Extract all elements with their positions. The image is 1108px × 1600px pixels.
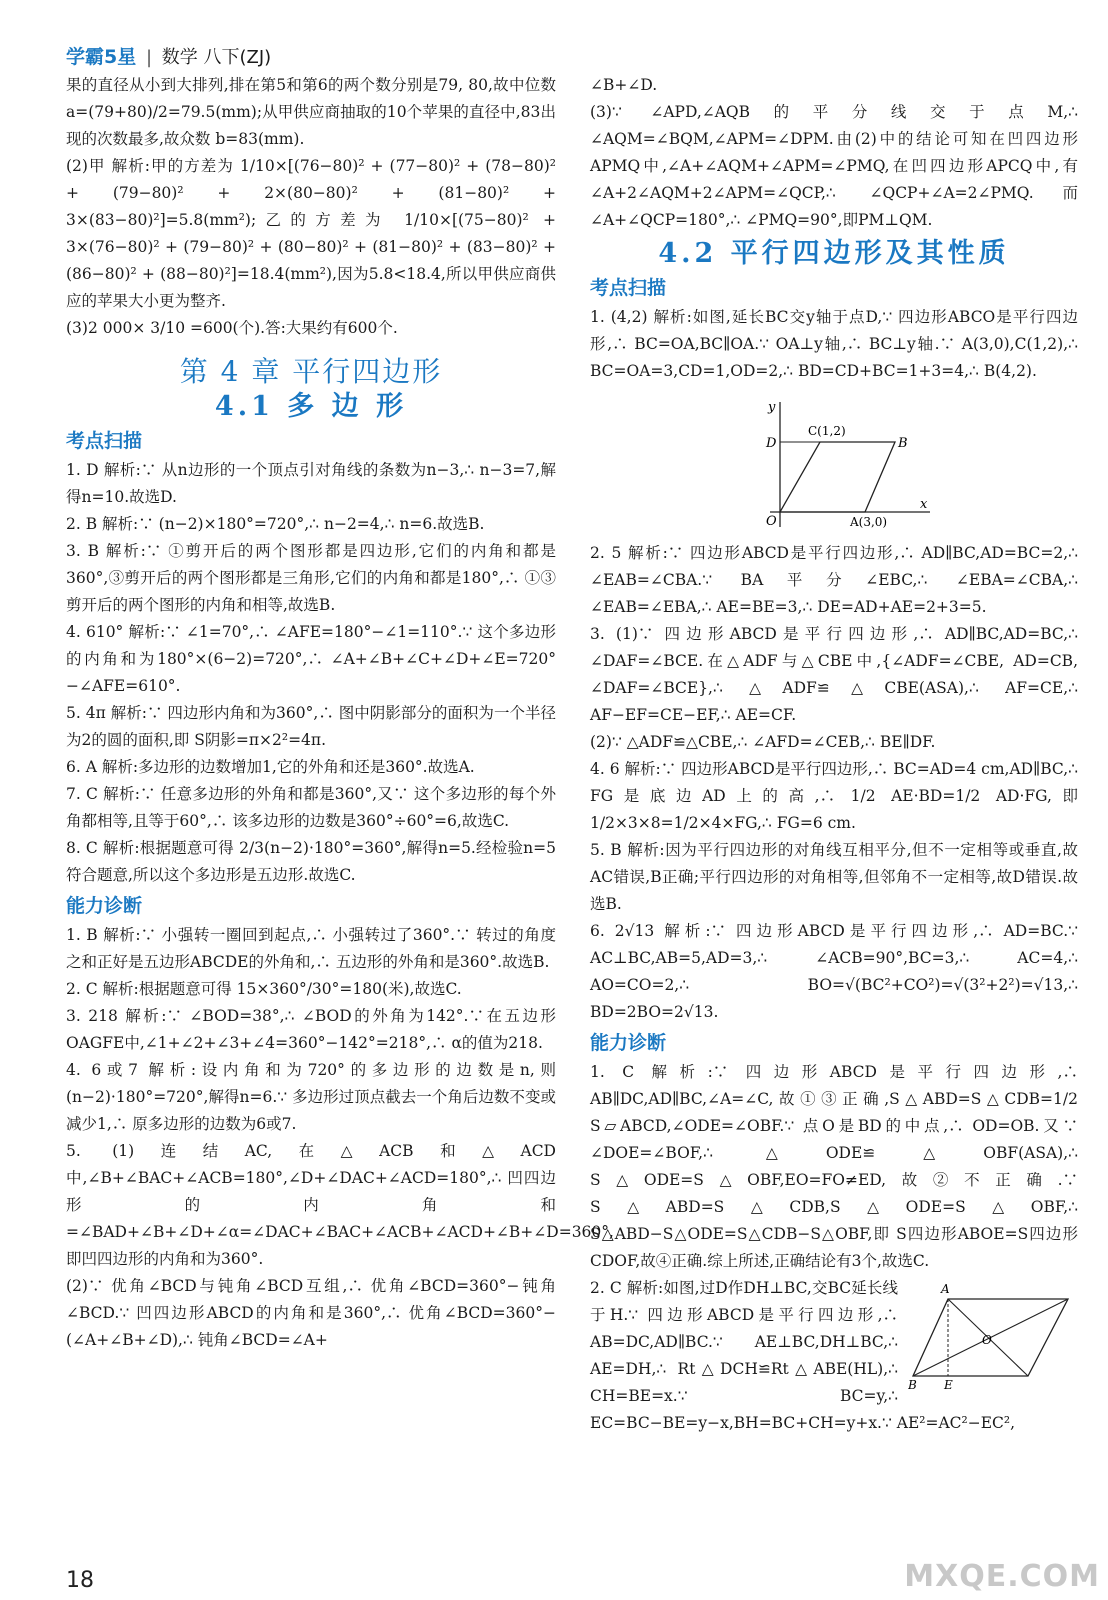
answer-paragraph: (2)甲 解析:甲的方差为 1/10×[(76−80)² + (77−80)² + (78−80)² + (79−80)² + 2×(80−80)² + (81−80)² + 3×(83−80)²]=5.8(mm²);乙的方差为 1/10×[(75−80)² + 3×(76−80)² + (79−80)² + (80−80)² + (81−80)² + (83−80)² + (86−80)² + (88−80)²]=18.4(mm²),因为5.8<18.4,所以甲供应商供应的苹果大小更为整齐.	[66, 157, 556, 310]
watermark: MXQE.COM	[904, 1559, 1100, 1594]
answer-item: 4. 6 解析:∵ 四边形ABCD是平行四边形,∴ BC=AD=4 cm,AD∥BC,∴ FG是底边AD上的高,∴ 1/2 AE·BD=1/2 AD·FG,即 1/2×3×8=1/2×4×FG,∴ FG=6 cm.	[590, 760, 1078, 832]
answer-item: 1. (4,2) 解析:如图,延长BC交y轴于点D,∵ 四边形ABCO是平行四边形,∴ BC=OA,BC∥OA.∵ OA⊥y轴,∴ BC⊥y轴.∵ A(3,0),C(1,2),∴ BC=OA=3,CD=1,OD=2,∴ BD=CD+BC=1+3=4,∴ B(4,2).	[590, 308, 1078, 380]
label-a: A(3,0)	[850, 515, 888, 529]
brand-logo: 学霸5星	[66, 46, 137, 68]
label-o2: O	[982, 1333, 992, 1347]
header-subject: 数学	[161, 47, 198, 68]
left-column	[66, 72, 614, 1354]
label-y: y	[768, 400, 776, 415]
label-e2: E	[944, 1378, 953, 1392]
label-c: C(1,2)	[808, 424, 846, 438]
figure-svg-2	[908, 1281, 1078, 1393]
label-x: x	[920, 497, 928, 512]
label-a2: A	[941, 1282, 950, 1296]
answer-item: (2)∵ △ADF≌△CBE,∴ ∠AFD=∠CEB,∴ BE∥DF.	[590, 733, 936, 751]
parallelogram-shape	[780, 442, 895, 512]
answer-paragraph: 果的直径从小到大排列,排在第5和第6的两个数分别是79, 80,故中位数 a=(79+80)/2=79.5(mm);从甲供应商抽取的10个苹果的直径中,83出现的次数最多,故众数 b=83(mm).	[66, 76, 556, 148]
answer-item: 3. 218 解析:∵ ∠BOD=38°,∴ ∠BOD的外角为142°.∵在五边形OAGFE中,∠1+∠2+∠3+∠4=360°−142°=218°,∴ α的值为218.	[66, 1007, 556, 1052]
answer-item: 7. C 解析:∵ 任意多边形的外角和都是360°,又∵ 这个多边形的每个外角都相等,且等于60°,∴ 该多边形的边数是360°÷60°=6,故选C.	[66, 785, 556, 830]
header-grade: 八下(ZJ)	[203, 47, 272, 68]
label-b: B	[898, 436, 908, 451]
header-separator: |	[145, 47, 153, 68]
answer-item: 2. C 解析:如图,过D作DH⊥BC,交BC延长线于H.∵ 四边形ABCD是平行四边形,∴ AB=DC,AD∥BC.∵ AE⊥BC,DH⊥BC,∴ AE=DH,∴ Rt△DCH≌Rt△ABE(HL),∴ CH=BE=x.∵ BC=y,∴ EC=BC−BE=y−x,BH=BC+CH=y+x.∵ AE²=AC²−EC²,	[590, 1279, 1016, 1432]
label-d: D	[766, 436, 777, 451]
answer-item: 5. B 解析:因为平行四边形的对角线互相平分,但不一定相等或垂直,故AC错误,B正确;平行四边形的对角相等,但邻角不一定相等,故D错误.故选B.	[590, 841, 1078, 913]
page-header	[66, 42, 271, 72]
label-o: O	[766, 514, 777, 529]
figure-svg	[740, 397, 940, 532]
answer-item: 2. B 解析:∵ (n−2)×180°=720°,∴ n−2=4,∴ n=6.故选B.	[66, 515, 485, 533]
answer-item: 5. (1)连结AC,在△ACB和△ACD中,∠B+∠BAC+∠ACB=180°,∠D+∠DAC+∠ACD=180°,∴ 凹四边形的内角和=∠BAD+∠B+∠D+∠α=∠DAC+∠BAC+∠ACB+∠ACD+∠B+∠D=360°,即凹四边形的内角和为360°.	[66, 1142, 614, 1268]
answer-item: 6. 2√13 解析:∵ 四边形ABCD是平行四边形,∴ AD=BC.∵ AC⊥BC,AB=5,AD=3,∴ ∠ACB=90°,BC=3,∴ AC=4,∴ AO=CO=2,∴ BO=√(BC²+CO²)=√(3²+2²)=√13,∴ BD=2BO=2√13.	[590, 922, 1078, 1021]
subheading-nengli: 能力诊断	[590, 1032, 667, 1054]
answer-item: 5. 4π 解析:∵ 四边形内角和为360°,∴ 图中阴影部分的面积为一个半径为2的圆的面积,即 S阴影=π×2²=4π.	[66, 704, 556, 749]
answer-item: 6. A 解析:多边形的边数增加1,它的外角和还是360°.故选A.	[66, 758, 475, 776]
subheading-nengli: 能力诊断	[66, 895, 143, 917]
answer-item: 1. B 解析:∵ 小强转一圈回到起点,∴ 小强转过了360°.∵ 转过的角度之和正好是五边形ABCDE的外角和,∴ 五边形的外角和是360°.故选B.	[66, 926, 556, 971]
answer-item: (2)∵ 优角∠BCD与钝角∠BCD互组,∴ 优角∠BCD=360°−钝角∠BCD.∵ 凹四边形ABCD的内角和是360°,∴ 优角∠BCD=360°−(∠A+∠B+∠D),∴ 钝角∠BCD=∠A+	[66, 1277, 556, 1349]
answer-paragraph: (3)∵ ∠APD,∠AQB的平分线交于点M,∴ ∠AQM=∠BQM,∠APM=∠DPM.由(2)中的结论可知在凹四边形APMQ中,∠A+∠AQM+∠APM=∠PMQ,在凹四边形APCQ中,有∠A+2∠AQM+2∠APM=∠QCP,∴ ∠QCP+∠A=2∠PMQ.而∠A+∠QCP=180°,∴ ∠PMQ=90°,即PM⊥QM.	[590, 103, 1078, 229]
page-number: 18	[66, 1568, 94, 1593]
section-title-4-1: 4.1 多 边 形	[214, 391, 408, 422]
answer-item: 4. 610° 解析:∵ ∠1=70°,∴ ∠AFE=180°−∠1=110°.∵ 这个多边形的内角和为180°×(6−2)=720°,∴ ∠A+∠B+∠C+∠D+∠E=720°−∠AFE=610°.	[66, 623, 556, 695]
subheading-kaodian: 考点扫描	[590, 277, 667, 299]
answer-item: 2. C 解析:根据题意可得 15×360°/30°=180(米),故选C.	[66, 980, 462, 998]
answer-item: 3. B 解析:∵ ①剪开后的两个图形都是四边形,它们的内角和都是360°,③剪开后的两个图形都是三角形,它们的内角和都是180°,∴ ①③剪开后的两个图形的内角和相等,故选B.	[66, 542, 556, 614]
answer-item: 1. D 解析:∵ 从n边形的一个顶点引对角线的条数为n−3,∴ n−3=7,解得n=10.故选D.	[66, 461, 556, 506]
parallelogram-diagonal-figure	[908, 1281, 1078, 1393]
answer-paragraph: (3)2 000× 3/10 =600(个).答:大果约有600个.	[66, 319, 398, 337]
subheading-kaodian: 考点扫描	[66, 430, 143, 452]
section-title-4-2: 4.2 平行四边形及其性质	[658, 238, 1010, 269]
answer-item: 2. 5 解析:∵ 四边形ABCD是平行四边形,∴ AD∥BC,AD=BC=2,∴ ∠EAB=∠CBA.∵ BA平分∠EBC,∴ ∠EBA=∠CBA,∴ ∠EAB=∠EBA,∴ AE=BE=3,∴ DE=AD+AE=2+3=5.	[590, 544, 1078, 616]
answer-item: 1. C 解析:∵ 四边形ABCD是平行四边形,∴ AB∥DC,AD∥BC,∠A=∠C,故①③正确,S△ABD=S△CDB=1/2 S▱ABCD,∠ODE=∠OBF.∵ 点O是BD的中点,∴ OD=OB.又∵ ∠DOE=∠BOF,∴ △ODE≌△OBF(ASA),∴ S△ODE=S△OBF,EO=FO≠ED,故②不正确.∵ S△ABD=S△CDB,S△ODE=S△OBF,∴ S△ABD−S△ODE=S△CDB−S△OBF,即 S四边形ABOE=S四边形CDOF,故④正确.综上所述,正确结论有3个,故选C.	[590, 1063, 1078, 1270]
answer-item: 3. (1)∵ 四边形ABCD是平行四边形,∴ AD∥BC,AD=BC,∴ ∠DAF=∠BCE.在△ADF与△CBE中,{∠ADF=∠CBE, AD=CB, ∠DAF=∠BCE},∴ △ADF≌△CBE(ASA),∴ AF=CE,∴ AF−EF=CE−EF,∴ AE=CF.	[590, 625, 1078, 724]
right-column	[590, 72, 1078, 1437]
answer-item: 8. C 解析:根据题意可得 2/3(n−2)·180°=360°,解得n=5.经检验n=5符合题意,所以这个多边形是五边形.故选C.	[66, 839, 556, 884]
chapter-title: 第 4 章 平行四边形	[179, 355, 443, 388]
parallelogram-coordinate-figure	[740, 397, 940, 532]
answer-paragraph: ∠B+∠D.	[590, 76, 658, 94]
label-b2: B	[908, 1378, 917, 1392]
answer-item: 4. 6或7 解析:设内角和为720°的多边形的边数是n,则(n−2)·180°=720°,解得n=6.∵ 多边形过顶点截去一个角后边数不变或减少1,∴ 原多边形的边数为6或7.	[66, 1061, 556, 1133]
